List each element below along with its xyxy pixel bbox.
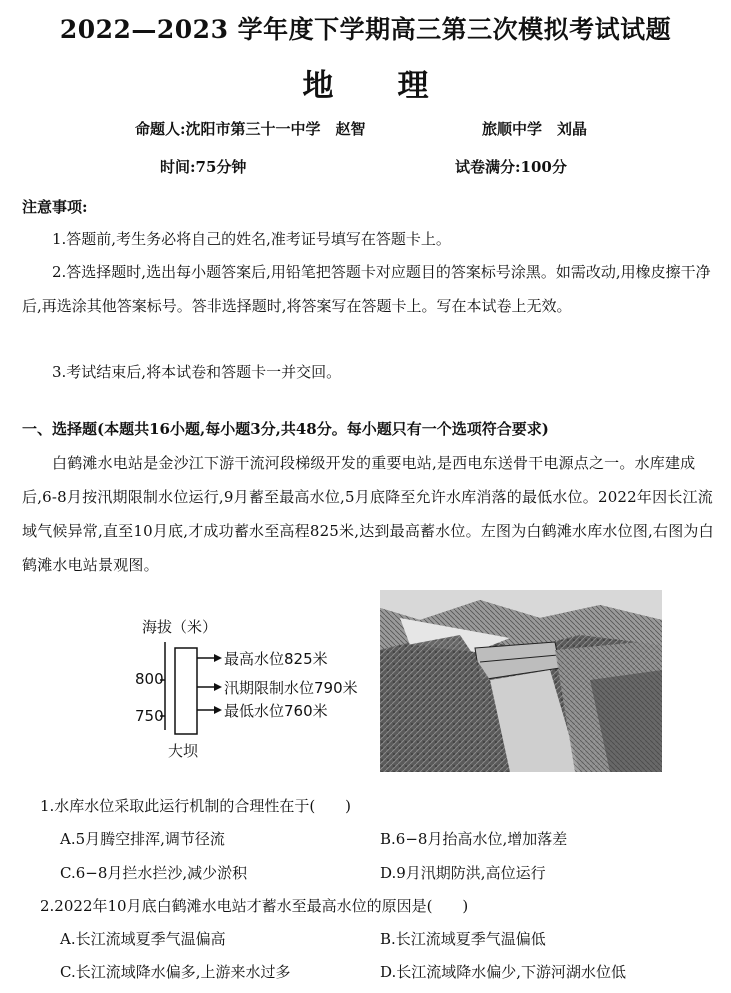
notice-item: 2.答选择题时,选出每小题答案后,用铅笔把答题卡对应题目的答案标号涂黑。如需改动,用橡皮擦干净后,再选涂其他答案标号。答非选择题时,将答案写在答题卡上。写在本试卷上无效。 <box>22 263 711 315</box>
notice-heading: 注意事项: <box>22 198 88 216</box>
author-line-2: 旅顺中学 刘晶 <box>482 120 588 138</box>
option-b: B.6−8月抬高水位,增加落差 <box>380 830 568 848</box>
option-c: C.6−8月拦水拦沙,减少淤积 <box>60 864 248 882</box>
notice-item: 1.答题前,考生务必将自己的姓名,准考证号填写在答题卡上。 <box>52 230 451 248</box>
dam-label: 大坝 <box>168 742 199 760</box>
altitude-axis-label: 海拔（米） <box>142 618 218 636</box>
notice-item: 3.考试结束后,将本试卷和答题卡一并交回。 <box>52 363 342 381</box>
subject-char-1: 地 <box>302 68 334 104</box>
subject-title <box>0 60 731 105</box>
option-b: B.长江流域夏季气温偏低 <box>380 930 546 948</box>
dam-landscape-photo <box>380 590 662 772</box>
tick-label: 800 <box>135 670 164 688</box>
subject-char-2: 理 <box>397 68 429 104</box>
section-heading: 一、选择题(本题共16小题,每小题3分,共48分。每小题只有一个选项符合要求) <box>22 420 549 438</box>
exam-full-score: 试卷满分:100分 <box>455 158 567 176</box>
water-level-diagram <box>130 610 390 770</box>
option-d: D.9月汛期防洪,高位运行 <box>380 864 546 882</box>
flood-limit-level-label: 汛期限制水位790米 <box>224 679 358 697</box>
option-a: A.长江流域夏季气温偏高 <box>60 930 226 948</box>
question-stem: 1.水库水位采取此运行机制的合理性在于( ) <box>40 797 352 815</box>
option-c: C.长江流域降水偏多,上游来水过多 <box>60 963 291 981</box>
option-a: A.5月腾空排浑,调节径流 <box>60 830 225 848</box>
exam-title: 2022—2023 学年度下学期高三第三次模拟考试试题 <box>59 15 672 44</box>
author-line: 命题人:沈阳市第三十一中学 赵智 <box>135 120 366 138</box>
tick-label: 750 <box>135 707 164 725</box>
option-d: D.长江流域降水偏少,下游河湖水位低 <box>380 963 627 981</box>
reading-passage: 白鹤滩水电站是金沙江下游干流河段梯级开发的重要电站,是西电东送骨干电源点之一。水库建成后,6-8月按汛期限制水位运行,9月蓄至最高水位,5月底降至允许水库消落的最低水位。2022年因长江流域气候异常,直至10月底,才成功蓄水至高程825米,达到最高蓄水位。左图为白鹤滩水库水位图,右图为白鹤滩水电站景观图。 <box>22 454 714 574</box>
question-stem: 2.2022年10月底白鹤滩水电站才蓄水至最高水位的原因是( ) <box>40 897 469 915</box>
lowest-level-label: 最低水位760米 <box>224 702 328 720</box>
exam-time: 时间:75分钟 <box>160 158 247 176</box>
highest-level-label: 最高水位825米 <box>224 650 328 668</box>
